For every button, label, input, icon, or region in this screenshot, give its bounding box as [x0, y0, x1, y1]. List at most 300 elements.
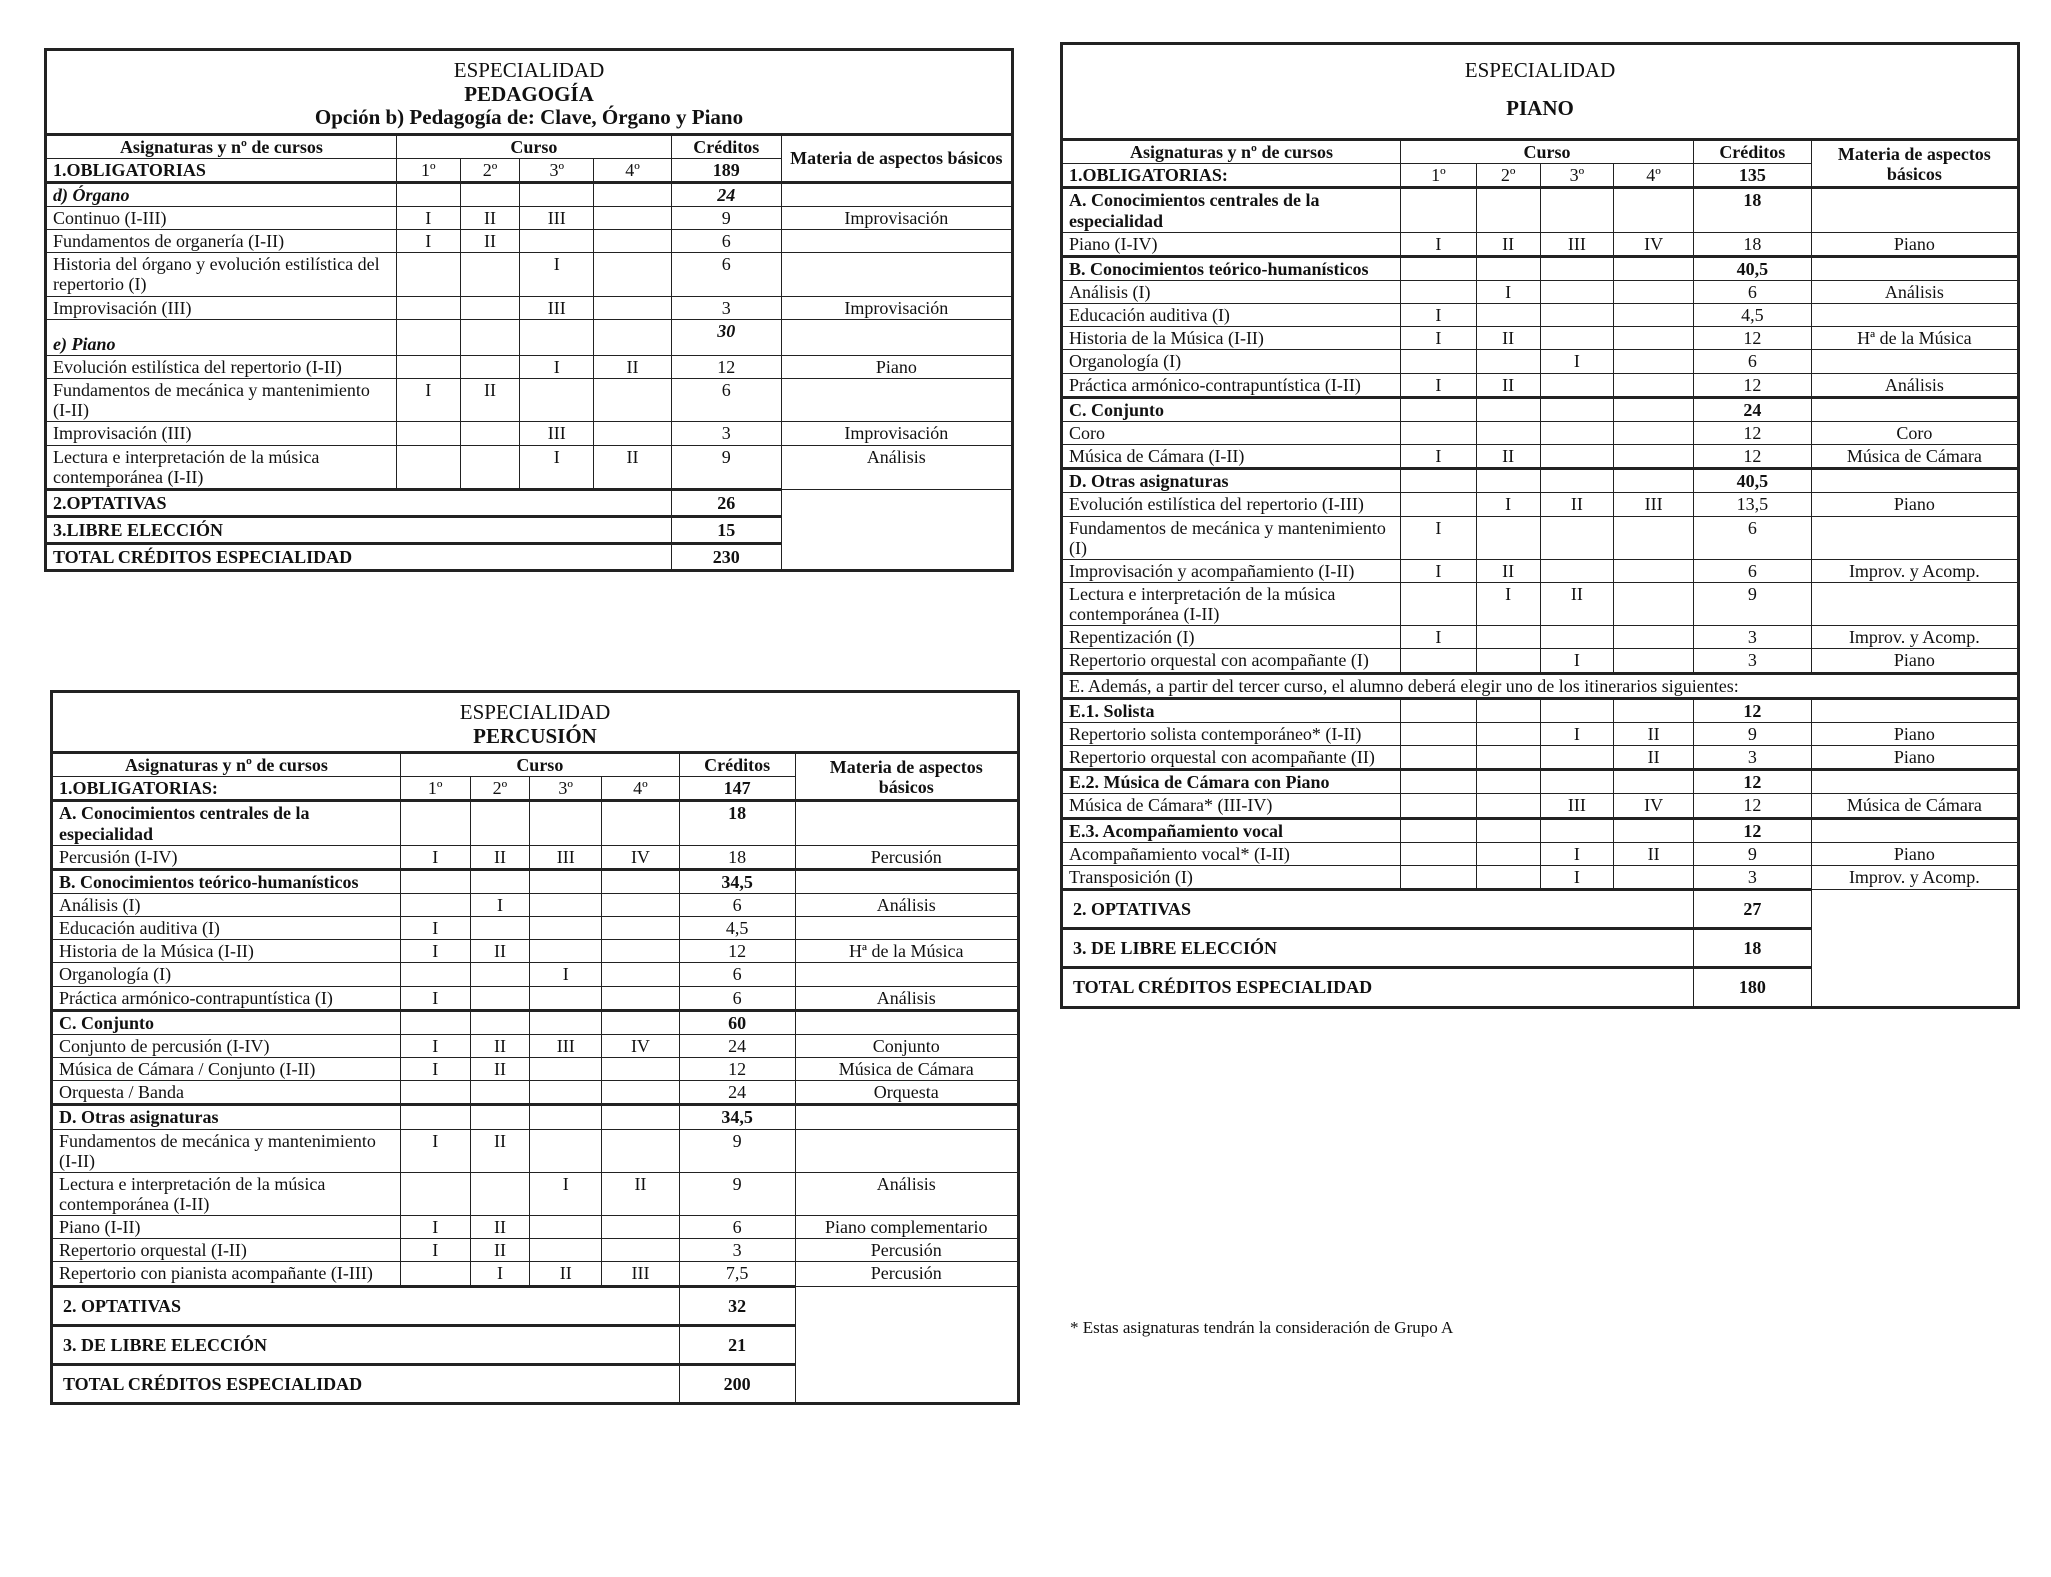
subject-creditos: 3: [679, 1239, 795, 1262]
curso-c1: [396, 422, 460, 445]
total-label: TOTAL CRÉDITOS ESPECIALIDAD: [52, 1364, 680, 1403]
curso-cell: [396, 319, 460, 355]
subject-materia: Improvisación: [781, 296, 1012, 319]
subject-creditos: 9: [679, 1129, 795, 1172]
curso-cell: [460, 319, 520, 355]
table-row: [52, 1239, 1019, 1262]
table-row: [52, 893, 1019, 916]
table-row: [52, 1034, 1019, 1057]
table-row: [1062, 280, 2019, 303]
curso-c4: [1614, 649, 1694, 673]
curso-c4: [1614, 626, 1694, 649]
table-row: [1062, 649, 2019, 673]
table-row: [46, 230, 1013, 253]
curso-cell: [1476, 397, 1540, 421]
curso-c3: [530, 1216, 602, 1239]
curso-c1: I: [1401, 373, 1477, 397]
curso-c1: [1401, 280, 1477, 303]
curso-c4: [1614, 350, 1694, 373]
materia-cell: [795, 1105, 1018, 1129]
curso-cell: [1540, 256, 1614, 280]
group-header: [1062, 397, 2019, 421]
table-row: [1062, 421, 2019, 444]
group-title: A. Conocimientos centrales de la especialidad: [52, 801, 401, 845]
subject-name: Evolución estilística del repertorio (I-II): [46, 355, 397, 378]
subject-name: Coro: [1062, 421, 1401, 444]
subject-materia: Música de Cámara: [1811, 445, 2018, 469]
blank-cell: [795, 1325, 1018, 1364]
curso-c1: I: [400, 1129, 470, 1172]
curso-c3: [1540, 373, 1614, 397]
table-row: [1062, 327, 2019, 350]
curso-c1: I: [400, 917, 470, 940]
column-header-materia: Materia de aspectos básicos: [795, 753, 1018, 801]
blank-cell: [781, 544, 1012, 571]
curso-c4: II: [594, 355, 672, 378]
obligatorias-creditos: 135: [1693, 164, 1811, 188]
blank-cell: [1811, 968, 2018, 1007]
curso-header-c2: 2º: [470, 777, 530, 801]
subject-materia: Orquesta: [795, 1081, 1018, 1105]
curso-c3: III: [530, 845, 602, 869]
table-row: [1062, 583, 2019, 626]
curso-cell: [396, 182, 460, 206]
header-row: [46, 134, 1013, 158]
materia-cell: [1811, 770, 2018, 794]
subject-creditos: 12: [679, 1058, 795, 1081]
curso-c4: IV: [602, 845, 680, 869]
curso-c4: [602, 1081, 680, 1105]
materia-cell: [795, 869, 1018, 893]
curso-c1: I: [400, 1216, 470, 1239]
group-header: [1062, 188, 2019, 232]
curso-c3: [530, 1058, 602, 1081]
curso-cell: [1614, 188, 1694, 232]
table-body: [46, 134, 1013, 571]
curso-c3: I: [530, 1172, 602, 1215]
group-title: E.1. Solista: [1062, 698, 1401, 722]
curso-cell: [1614, 698, 1694, 722]
subject-creditos: 9: [1693, 842, 1811, 865]
subject-name: Lectura e interpretación de la música contemporánea (I-II): [1062, 583, 1401, 626]
curso-c1: I: [396, 207, 460, 230]
subject-name: Fundamentos de mecánica y mantenimiento (I-II): [46, 379, 397, 422]
curso-c3: II: [530, 1262, 602, 1286]
curso-cell: [1476, 818, 1540, 842]
group-creditos: 24: [671, 182, 781, 206]
blank-cell: [781, 489, 1012, 516]
materia-cell: [1811, 188, 2018, 232]
curso-c2: I: [470, 893, 530, 916]
column-header-creditos: Créditos: [671, 134, 781, 158]
curso-cell: [470, 869, 530, 893]
table-title: [1062, 44, 2019, 140]
curso-header-c1: 1º: [1401, 164, 1477, 188]
group-title: D. Otras asignaturas: [1062, 469, 1401, 493]
group-header: [1062, 770, 2019, 794]
table-title: [52, 692, 1019, 753]
curso-c4: [594, 207, 672, 230]
curso-c4: [594, 422, 672, 445]
table-row: [1062, 516, 2019, 559]
curso-c1: [400, 893, 470, 916]
group-header: [1062, 256, 2019, 280]
subject-name: Repentización (I): [1062, 626, 1401, 649]
subject-name: Organología (I): [1062, 350, 1401, 373]
subject-name: Fundamentos de organería (I-II): [46, 230, 397, 253]
curso-c1: I: [400, 1239, 470, 1262]
curso-c1: [400, 1172, 470, 1215]
subject-name: Historia de la Música (I-II): [52, 940, 401, 963]
total-creditos: 180: [1693, 968, 1811, 1007]
group-title: A. Conocimientos centrales de la especialidad: [1062, 188, 1401, 232]
table-row: [1062, 559, 2019, 582]
blank-cell: [781, 517, 1012, 544]
table-row: [46, 253, 1013, 296]
obligatorias-creditos: 147: [679, 777, 795, 801]
group-title: C. Conjunto: [52, 1010, 401, 1034]
curso-cell: [1401, 698, 1477, 722]
curso-c3: [1540, 516, 1614, 559]
header-row: [1062, 140, 2019, 164]
blank-cell: [1811, 929, 2018, 968]
total-label: 3. DE LIBRE ELECCIÓN: [52, 1325, 680, 1364]
table-row: [1062, 722, 2019, 745]
subject-creditos: 9: [679, 1172, 795, 1215]
curso-header-c3: 3º: [1540, 164, 1614, 188]
especialidad-name: PIANO: [1506, 95, 1574, 120]
subject-name: Conjunto de percusión (I-IV): [52, 1034, 401, 1057]
curso-c4: [602, 1216, 680, 1239]
total-creditos: 21: [679, 1325, 795, 1364]
curso-c2: [460, 296, 520, 319]
subject-creditos: 3: [1693, 626, 1811, 649]
curso-cell: [400, 1010, 470, 1034]
obligatorias-creditos: 189: [671, 158, 781, 182]
subject-creditos: 6: [679, 963, 795, 986]
subject-creditos: 9: [671, 445, 781, 489]
table-row: [1062, 842, 2019, 865]
curso-c4: IV: [1614, 232, 1694, 256]
curso-c1: [1401, 493, 1477, 516]
curso-c1: I: [1401, 327, 1477, 350]
curso-c2: [470, 1172, 530, 1215]
subject-name: Lectura e interpretación de la música contemporánea (I-II): [46, 445, 397, 489]
materia-cell: [1811, 818, 2018, 842]
subject-name: Evolución estilística del repertorio (I-III): [1062, 493, 1401, 516]
curso-cell: [530, 1105, 602, 1129]
curso-c2: [1476, 304, 1540, 327]
curso-cell: [602, 801, 680, 845]
curso-c2: II: [460, 207, 520, 230]
curso-c2: [470, 986, 530, 1010]
curso-c1: [400, 963, 470, 986]
curso-c1: I: [396, 379, 460, 422]
curso-c4: [1614, 280, 1694, 303]
table-row: [52, 963, 1019, 986]
subject-materia: [1811, 516, 2018, 559]
subject-name: Repertorio orquestal con acompañante (I): [1062, 649, 1401, 673]
curso-cell: [520, 319, 594, 355]
subject-creditos: 9: [671, 207, 781, 230]
subject-creditos: 12: [1693, 794, 1811, 818]
group-title: d) Órgano: [46, 182, 397, 206]
subject-materia: Piano: [1811, 746, 2018, 770]
curso-cell: [594, 182, 672, 206]
subject-creditos: 18: [679, 845, 795, 869]
curso-c2: [1476, 421, 1540, 444]
subject-creditos: 12: [679, 940, 795, 963]
subject-materia: [781, 253, 1012, 296]
curso-cell: [1401, 818, 1477, 842]
subject-creditos: 6: [1693, 559, 1811, 582]
subject-name: Lectura e interpretación de la música contemporánea (I-II): [52, 1172, 401, 1215]
subject-name: Acompañamiento vocal* (I-II): [1062, 842, 1401, 865]
curso-cell: [1614, 397, 1694, 421]
subject-materia: Hª de la Música: [795, 940, 1018, 963]
total-creditos: 200: [679, 1364, 795, 1403]
subject-materia: Análisis: [1811, 373, 2018, 397]
curso-cell: [602, 1010, 680, 1034]
subject-creditos: 12: [1693, 373, 1811, 397]
subject-creditos: 12: [1693, 327, 1811, 350]
curso-c4: III: [602, 1262, 680, 1286]
curso-c2: [460, 445, 520, 489]
curso-cell: [1476, 469, 1540, 493]
group-header: [1062, 818, 2019, 842]
group-creditos: 18: [679, 801, 795, 845]
footnote: * Estas asignaturas tendrán la consideración de Grupo A: [1070, 1318, 1454, 1337]
curso-c3: [530, 986, 602, 1010]
group-header: [52, 801, 1019, 845]
curso-cell: [1540, 698, 1614, 722]
curso-cell: [470, 1105, 530, 1129]
curso-c1: I: [1401, 445, 1477, 469]
curso-c4: [602, 1058, 680, 1081]
table-row: [46, 379, 1013, 422]
subject-materia: Piano complementario: [795, 1216, 1018, 1239]
curso-cell: [602, 869, 680, 893]
subject-creditos: 6: [671, 379, 781, 422]
materia-cell: [781, 319, 1012, 355]
subject-creditos: 3: [1693, 865, 1811, 889]
curso-header-c1: 1º: [396, 158, 460, 182]
curso-c2: I: [470, 1262, 530, 1286]
curso-cell: [1614, 256, 1694, 280]
materia-cell: [795, 1010, 1018, 1034]
group-creditos: 12: [1693, 698, 1811, 722]
group-title: e) Piano: [46, 319, 397, 355]
curso-c4: [602, 986, 680, 1010]
subject-name: Repertorio con pianista acompañante (I-III): [52, 1262, 401, 1286]
curso-c2: [460, 422, 520, 445]
curso-c2: II: [470, 1216, 530, 1239]
materia-cell: [795, 801, 1018, 845]
curso-c4: [1614, 865, 1694, 889]
total-row: [52, 1364, 1019, 1403]
group-title: D. Otras asignaturas: [52, 1105, 401, 1129]
table-pedagogia: [44, 48, 1014, 572]
curso-c1: [400, 1262, 470, 1286]
materia-cell: [1811, 469, 2018, 493]
subject-name: Repertorio orquestal (I-II): [52, 1239, 401, 1262]
curso-cell: [1614, 818, 1694, 842]
total-label: 3.LIBRE ELECCIÓN: [46, 517, 672, 544]
curso-c2: II: [1476, 559, 1540, 582]
header-row: [52, 753, 1019, 777]
curso-c4: [1614, 327, 1694, 350]
curso-c2: II: [470, 1239, 530, 1262]
curso-c3: [530, 893, 602, 916]
total-row: [46, 517, 1013, 544]
subject-materia: [1811, 304, 2018, 327]
curso-c2: [470, 917, 530, 940]
table-piano: [1060, 42, 2020, 1009]
subject-name: Piano (I-IV): [1062, 232, 1401, 256]
table-row: [52, 917, 1019, 940]
curso-cell: [602, 1105, 680, 1129]
subject-name: Música de Cámara (I-II): [1062, 445, 1401, 469]
curso-cell: [1476, 188, 1540, 232]
table-row: [1062, 232, 2019, 256]
subject-name: Práctica armónico-contrapuntística (I-II): [1062, 373, 1401, 397]
subject-creditos: 6: [671, 253, 781, 296]
subject-name: Música de Cámara / Conjunto (I-II): [52, 1058, 401, 1081]
subject-name: Continuo (I-III): [46, 207, 397, 230]
group-header: [52, 869, 1019, 893]
column-header-asignaturas: Asignaturas y nº de cursos: [46, 134, 397, 158]
table-row: [52, 1058, 1019, 1081]
curso-c1: [396, 253, 460, 296]
table-body: [1062, 140, 2019, 1007]
curso-c1: [396, 296, 460, 319]
group-header: [46, 182, 1013, 206]
subject-materia: Piano: [1811, 232, 2018, 256]
subject-materia: Análisis: [781, 445, 1012, 489]
curso-c3: I: [1540, 350, 1614, 373]
subject-materia: Análisis: [795, 986, 1018, 1010]
column-header-curso: Curso: [396, 134, 671, 158]
table-row: [46, 445, 1013, 489]
curso-c3: [530, 917, 602, 940]
subject-creditos: 6: [671, 230, 781, 253]
curso-c3: II: [1540, 493, 1614, 516]
table-row: [1062, 350, 2019, 373]
subject-name: Análisis (I): [52, 893, 401, 916]
curso-c1: I: [400, 1058, 470, 1081]
curso-c4: II: [1614, 722, 1694, 745]
table-row: [52, 845, 1019, 869]
curso-c4: [594, 379, 672, 422]
column-header-curso: Curso: [1401, 140, 1694, 164]
curso-cell: [400, 801, 470, 845]
curso-c2: I: [1476, 583, 1540, 626]
subject-materia: Piano: [1811, 649, 2018, 673]
itinerarios-row: [1062, 673, 2019, 698]
curso-c2: [470, 1081, 530, 1105]
subject-creditos: 4,5: [679, 917, 795, 940]
subject-creditos: 12: [1693, 445, 1811, 469]
curso-c2: [1476, 722, 1540, 745]
total-creditos: 18: [1693, 929, 1811, 968]
curso-c1: I: [1401, 626, 1477, 649]
curso-c4: [602, 893, 680, 916]
curso-header-c3: 3º: [530, 777, 602, 801]
curso-c3: III: [530, 1034, 602, 1057]
curso-cell: [1540, 188, 1614, 232]
table-row: [1062, 373, 2019, 397]
group-creditos: 12: [1693, 818, 1811, 842]
group-header: [1062, 469, 2019, 493]
curso-c4: [594, 253, 672, 296]
total-label: TOTAL CRÉDITOS ESPECIALIDAD: [46, 544, 672, 571]
curso-c1: [400, 1081, 470, 1105]
curso-c2: [1476, 746, 1540, 770]
blank-cell: [795, 1286, 1018, 1325]
group-title: C. Conjunto: [1062, 397, 1401, 421]
itinerarios-text: E. Además, a partir del tercer curso, el alumno deberá elegir uno de los itinerarios siguientes:: [1062, 673, 2019, 698]
curso-c2: II: [460, 230, 520, 253]
curso-cell: [520, 182, 594, 206]
group-title: E.2. Música de Cámara con Piano: [1062, 770, 1401, 794]
curso-cell: [1401, 256, 1477, 280]
group-creditos: 60: [679, 1010, 795, 1034]
curso-cell: [1401, 188, 1477, 232]
especialidad-label: ESPECIALIDAD: [459, 700, 611, 724]
curso-c3: III: [1540, 232, 1614, 256]
subject-materia: Piano: [1811, 722, 2018, 745]
curso-c3: I: [1540, 865, 1614, 889]
curso-cell: [400, 1105, 470, 1129]
table-row: [46, 207, 1013, 230]
total-row: [46, 544, 1013, 571]
subject-materia: Improv. y Acomp.: [1811, 865, 2018, 889]
table-row: [52, 1172, 1019, 1215]
curso-c4: [602, 940, 680, 963]
curso-c2: [1476, 516, 1540, 559]
especialidad-label: ESPECIALIDAD: [453, 58, 605, 82]
curso-cell: [1476, 256, 1540, 280]
total-row: [46, 489, 1013, 516]
curso-c3: I: [520, 445, 594, 489]
subject-materia: [781, 379, 1012, 422]
table-row: [1062, 304, 2019, 327]
curso-header-c4: 4º: [1614, 164, 1694, 188]
curso-c2: II: [470, 845, 530, 869]
blank-cell: [795, 1364, 1018, 1403]
curso-c3: [520, 230, 594, 253]
curso-c4: [1614, 559, 1694, 582]
subject-name: Historia del órgano y evolución estilística del repertorio (I): [46, 253, 397, 296]
subject-materia: Hª de la Música: [1811, 327, 2018, 350]
especialidad-label: ESPECIALIDAD: [1464, 58, 1616, 82]
group-creditos: 18: [1693, 188, 1811, 232]
curso-c4: IV: [602, 1034, 680, 1057]
subject-name: Transposición (I): [1062, 865, 1401, 889]
curso-header-c1: 1º: [400, 777, 470, 801]
curso-c2: [1476, 865, 1540, 889]
table-percusion: [50, 690, 1020, 1405]
especialidad-name: PEDAGOGÍA: [464, 81, 594, 106]
curso-c2: [460, 253, 520, 296]
curso-cell: [1401, 469, 1477, 493]
curso-cell: [1476, 770, 1540, 794]
total-creditos: 26: [671, 489, 781, 516]
curso-cell: [530, 1010, 602, 1034]
curso-c1: I: [1401, 559, 1477, 582]
subject-materia: Análisis: [1811, 280, 2018, 303]
curso-c3: I: [520, 355, 594, 378]
